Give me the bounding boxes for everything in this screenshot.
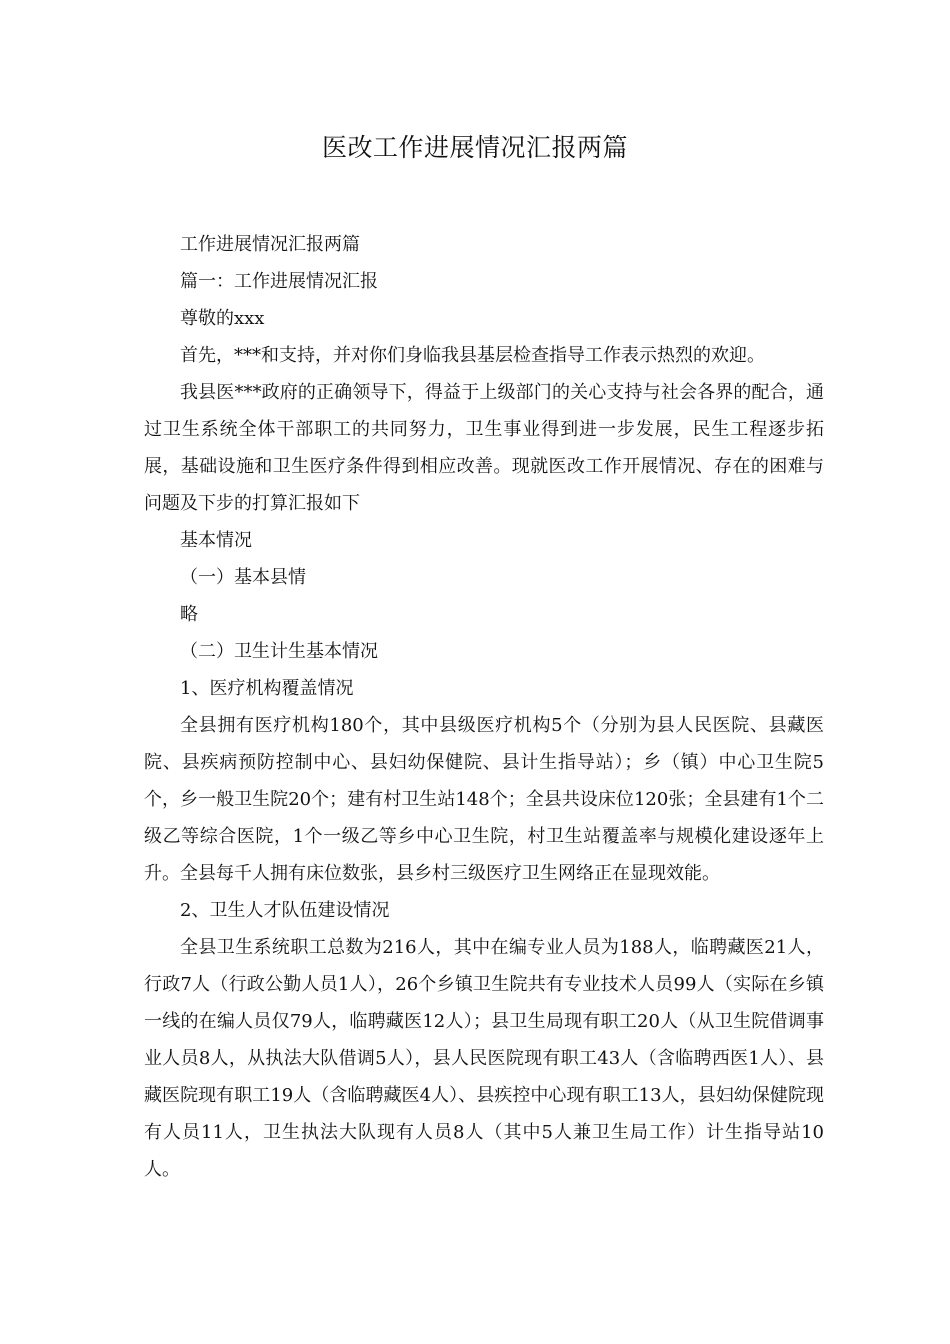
paragraph-coverage-heading: 1、医疗机构覆盖情况 bbox=[180, 678, 354, 699]
document-body bbox=[144, 226, 824, 1188]
paragraph-coverage-body: 全县拥有医疗机构180个，其中县级医疗机构5个（分别为县人民医院、县藏医院、县疾病预防控制中心、县妇幼保健院、县计生指导站）；乡（镇）中心卫生院5个，乡一般卫生院20个；建有村卫生站148个；全县共设床位120张；全县建有1个二级乙等综合医院，1个一级乙等乡中心卫生院，村卫生站覆盖率与规模化建设逐年上升。全县每千人拥有床位数张，县乡村三级医疗卫生网络正在显现效能。 bbox=[144, 715, 824, 884]
paragraph-salutation: 尊敬的xxx bbox=[180, 308, 265, 329]
paragraph-subtitle: 工作进展情况汇报两篇 bbox=[180, 234, 360, 255]
paragraph-county-heading: （一）基本县情 bbox=[180, 567, 306, 588]
paragraph-staff-body: 全县卫生系统职工总数为216人，其中在编专业人员为188人，临聘藏医21人，行政7人（行政公勤人员1人），26个乡镇卫生院共有专业技术人员99人（实际在乡镇一线的在编人员仅79人，临聘藏医12人）；县卫生局现有职工20人（从卫生院借调事业人员8人，从执法大队借调5人），县人民医院现有职工43人（含临聘西医1人）、县藏医院现有职工19人（含临聘藏医4人）、县疾控中心现有职工13人，县妇幼保健院现有人员11人，卫生执法大队现有人员8人（其中5人兼卫生局工作）计生指导站10人。 bbox=[144, 937, 824, 1180]
paragraph-part-one-heading: 篇一：工作进展情况汇报 bbox=[180, 271, 378, 292]
paragraph-staff-heading: 2、卫生人才队伍建设情况 bbox=[180, 900, 390, 921]
document-title: 医改工作进展情况汇报两篇 bbox=[321, 133, 628, 162]
paragraph-intro: 我县医***政府的正确领导下，得益于上级部门的关心支持与社会各界的配合，通过卫生系统全体干部职工的共同努力，卫生事业得到进一步发展，民生工程逐步拓展，基础设施和卫生医疗条件得到相应改善。现就医改工作开展情况、存在的困难与问题及下步的打算汇报如下 bbox=[144, 382, 824, 514]
paragraph-basic-situation-heading: 基本情况 bbox=[180, 530, 252, 551]
paragraph-health-heading: （二）卫生计生基本情况 bbox=[180, 641, 378, 662]
paragraph-welcome: 首先，***和支持，并对你们身临我县基层检查指导工作表示热烈的欢迎。 bbox=[180, 345, 765, 366]
paragraph-omitted: 略 bbox=[180, 604, 198, 625]
